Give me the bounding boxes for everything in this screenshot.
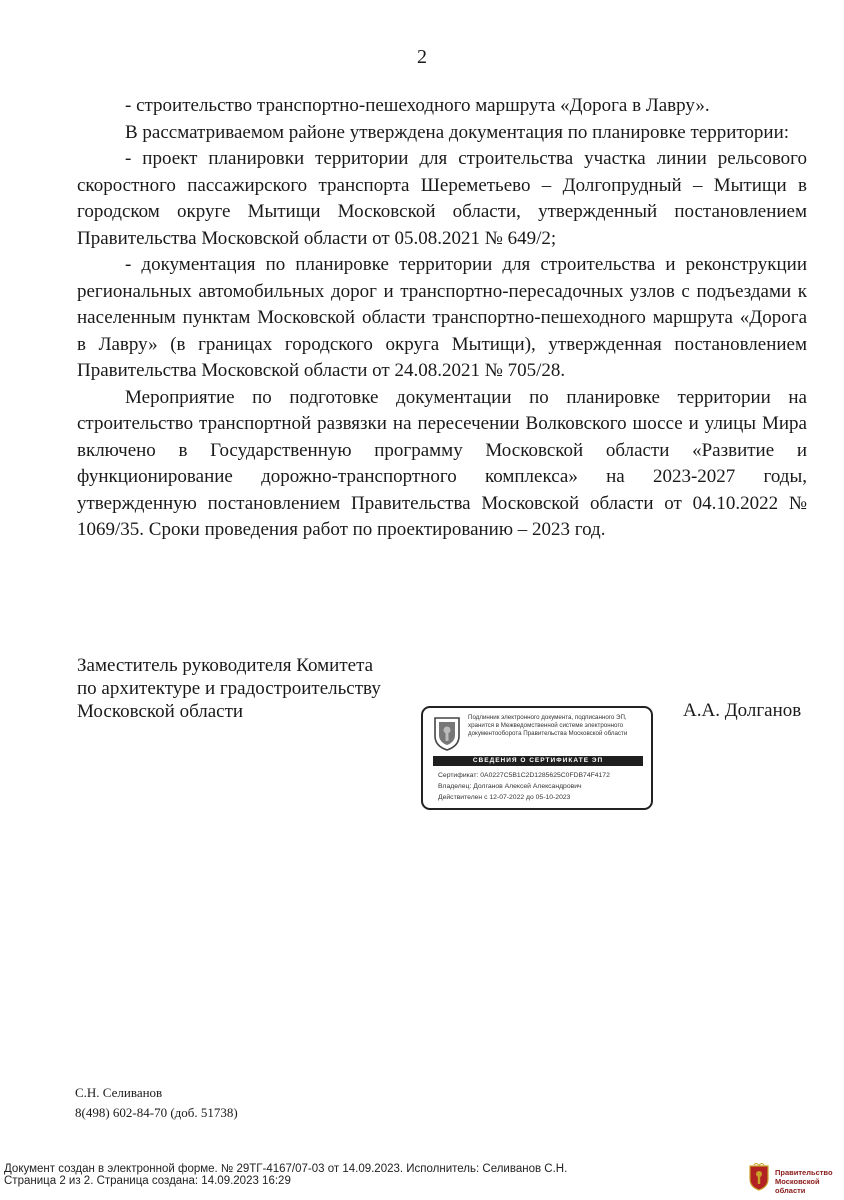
letter-body xyxy=(77,93,807,544)
paragraph-5: Мероприятие по подготовке документации по планировке территории на строительство транспортной развязки на пересечении Волковского шоссе и улицы Мира включено в Государственную программу Московской области «Развитие и функционирование дорожно-транспортного комплекса» на 2023-2027 годы, утвержденную постановлением Правительства Московской области от 04.10.2022 № 1069/35. Сроки проведения работ по проектированию – 2023 год. xyxy=(77,386,807,540)
document-footer xyxy=(4,1163,567,1187)
footer-org-line-2: Московской области xyxy=(775,1177,820,1195)
paragraph-3: - проект планировки территории для строительства участка линии рельсового скоростного пассажирского транспорта Шереметьево – Долгопрудный – Мытищи в городском округе Мытищи Московской области, утвержденный постановлением Правительства Московской области от 05.08.2021 № 649/2; xyxy=(77,148,807,249)
stamp-certificate-banner: СВЕДЕНИЯ О СЕРТИФИКАТЕ ЭП xyxy=(433,756,643,766)
footer-line-1: Документ создан в электронной форме. № 29ТГ-4167/07-03 от 14.09.2023. Исполнитель: Селиванов С.Н. xyxy=(4,1163,568,1175)
signatory-title-line: по архитектуре и градостроительству xyxy=(77,678,381,699)
signatory-title-line: Московской области xyxy=(77,701,244,722)
paragraph-4: - документация по планировке территории для строительства и реконструкции региональных автомобильных дорог и транспортно-пересадочных узлов с подъездами к населенным пунктам Московской области транспортно-пешеходного маршрута «Дорога в Лавру» (в границах городского округа Мытищи), утвержденная постановлением Правительства Московской области от 24.08.2021 № 705/28. xyxy=(77,254,807,381)
signatory-title-line: Заместитель руководителя Комитета xyxy=(77,655,374,676)
moscow-region-emblem-icon xyxy=(748,1163,770,1191)
stamp-owner: Владелец: Долганов Алексей Александрович xyxy=(438,783,582,790)
paragraph-2: В рассматриваемом районе утверждена документация по планировке территории: xyxy=(125,121,790,143)
executor-name: С.Н. Селиванов xyxy=(75,1085,163,1100)
stamp-header-text: Подлинник электронного документа, подписанного ЭП, хранится в Межведомственной системе электронного документооборота Правительства Московской области xyxy=(468,714,628,737)
footer-org-line-1: Правительство xyxy=(775,1168,833,1177)
footer-organization xyxy=(775,1168,844,1195)
stamp-certificate: Сертификат: 0A0227C5B1C2D1285625C0FDB74F4172 xyxy=(438,772,610,779)
electronic-signature-stamp xyxy=(421,706,653,810)
page-number: 2 xyxy=(417,46,427,68)
coat-of-arms-icon xyxy=(431,714,463,752)
signatory-name: А.А. Долганов xyxy=(683,700,802,721)
executor-phone: 8(498) 602-84-70 (доб. 51738) xyxy=(75,1105,238,1120)
executor-contact xyxy=(75,1083,238,1123)
signatory-title xyxy=(77,654,381,723)
stamp-details xyxy=(438,770,610,803)
paragraph-1: - строительство транспортно-пешеходного маршрута «Дорога в Лавру». xyxy=(125,95,710,116)
stamp-validity: Действителен с 12-07-2022 до 05-10-2023 xyxy=(438,794,571,801)
footer-line-2: Страница 2 из 2. Страница создана: 14.09.2023 16:29 xyxy=(4,1175,291,1187)
